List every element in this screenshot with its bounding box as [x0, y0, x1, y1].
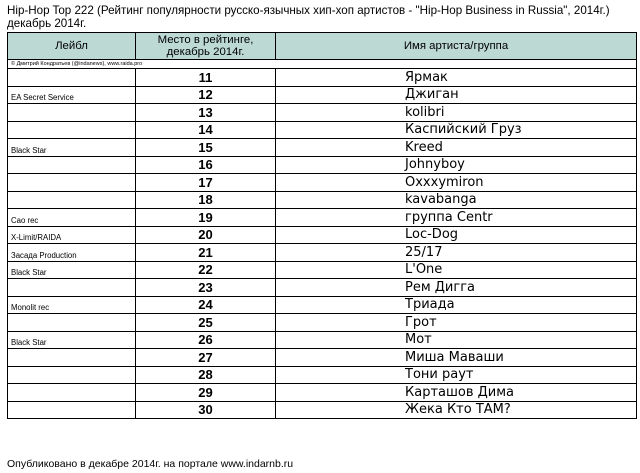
artist-cell: Карташов Дима [276, 384, 637, 402]
artist-cell: 25/17 [276, 244, 637, 262]
header-artist: Имя артиста/группа [276, 33, 637, 60]
table-row [8, 191, 637, 209]
artist-cell: kolibri [276, 104, 637, 122]
artist-cell: Тони раут [276, 366, 637, 384]
credit-text: © Дмитрий Кондратьев (@indanews), www.raida.pro [8, 60, 637, 69]
table-row [8, 331, 637, 349]
rank-cell: 19 [136, 209, 276, 227]
rank-cell: 25 [136, 314, 276, 332]
artist-cell: Каспийский Груз [276, 121, 637, 139]
label-cell: Black Star [8, 139, 136, 157]
table-row [8, 244, 637, 262]
table-row [8, 121, 637, 139]
label-cell [8, 121, 136, 139]
label-cell: Cao rec [8, 209, 136, 227]
label-cell [8, 174, 136, 192]
label-cell [8, 384, 136, 402]
artist-cell: Грот [276, 314, 637, 332]
rank-cell: 24 [136, 296, 276, 314]
artist-cell: L'One [276, 261, 637, 279]
rank-cell: 12 [136, 86, 276, 104]
artist-cell: Oxxxymiron [276, 174, 637, 192]
label-cell: Засада Production [8, 244, 136, 262]
rank-cell: 16 [136, 156, 276, 174]
rank-cell: 15 [136, 139, 276, 157]
table-row [8, 86, 637, 104]
artist-cell: Ярмак [276, 69, 637, 87]
artist-cell: Джиган [276, 86, 637, 104]
rank-cell: 22 [136, 261, 276, 279]
table-row [8, 384, 637, 402]
header-rank: Место в рейтинге, декабрь 2014г. [136, 33, 276, 60]
label-cell: X-Limit/RAIDA [8, 226, 136, 244]
rank-cell: 14 [136, 121, 276, 139]
table-row [8, 366, 637, 384]
table-row [8, 69, 637, 87]
artist-cell: Миша Маваши [276, 349, 637, 367]
table-row [8, 226, 637, 244]
table-row [8, 401, 637, 419]
rank-cell: 30 [136, 401, 276, 419]
credit-row [8, 60, 637, 69]
table-row [8, 104, 637, 122]
table-row [8, 156, 637, 174]
rank-cell: 18 [136, 191, 276, 209]
label-cell [8, 279, 136, 297]
artist-cell: kavabanga [276, 191, 637, 209]
rating-table [7, 32, 637, 419]
label-cell: Monolit rec [8, 296, 136, 314]
table-row [8, 314, 637, 332]
label-cell [8, 401, 136, 419]
rank-cell: 11 [136, 69, 276, 87]
rank-cell: 21 [136, 244, 276, 262]
rank-cell: 20 [136, 226, 276, 244]
rank-cell: 23 [136, 279, 276, 297]
label-cell [8, 191, 136, 209]
artist-cell: Рем Дигга [276, 279, 637, 297]
artist-cell: Loc-Dog [276, 226, 637, 244]
table-row [8, 296, 637, 314]
artist-cell: Триада [276, 296, 637, 314]
rank-cell: 28 [136, 366, 276, 384]
table-row [8, 174, 637, 192]
label-cell [8, 349, 136, 367]
table-header-row [8, 33, 637, 60]
table-row [8, 279, 637, 297]
label-cell [8, 69, 136, 87]
header-label: Лейбл [8, 33, 136, 60]
artist-cell: группа Centr [276, 209, 637, 227]
table-row [8, 139, 637, 157]
label-cell: Black Star [8, 331, 136, 349]
artist-cell: Жека Кто ТАМ? [276, 401, 637, 419]
table-row [8, 209, 637, 227]
label-cell: EA Secret Service [8, 86, 136, 104]
artist-cell: Kreed [276, 139, 637, 157]
table-row [8, 261, 637, 279]
label-cell [8, 366, 136, 384]
rank-cell: 26 [136, 331, 276, 349]
rank-cell: 29 [136, 384, 276, 402]
artist-cell: Johnyboy [276, 156, 637, 174]
label-cell [8, 104, 136, 122]
rank-cell: 27 [136, 349, 276, 367]
page-title: Hip-Hop Top 222 (Рейтинг популярности русско-язычных хип-хоп артистов - "Hip-Hop Business in Russia", 2014г.) декабрь 2014г. [7, 4, 610, 30]
label-cell [8, 156, 136, 174]
artist-cell: Мот [276, 331, 637, 349]
footer-text: Опубликовано в декабре 2014г. на портале www.indarnb.ru [7, 458, 294, 470]
rank-cell: 17 [136, 174, 276, 192]
label-cell: Black Star [8, 261, 136, 279]
rank-cell: 13 [136, 104, 276, 122]
table-row [8, 349, 637, 367]
label-cell [8, 314, 136, 332]
